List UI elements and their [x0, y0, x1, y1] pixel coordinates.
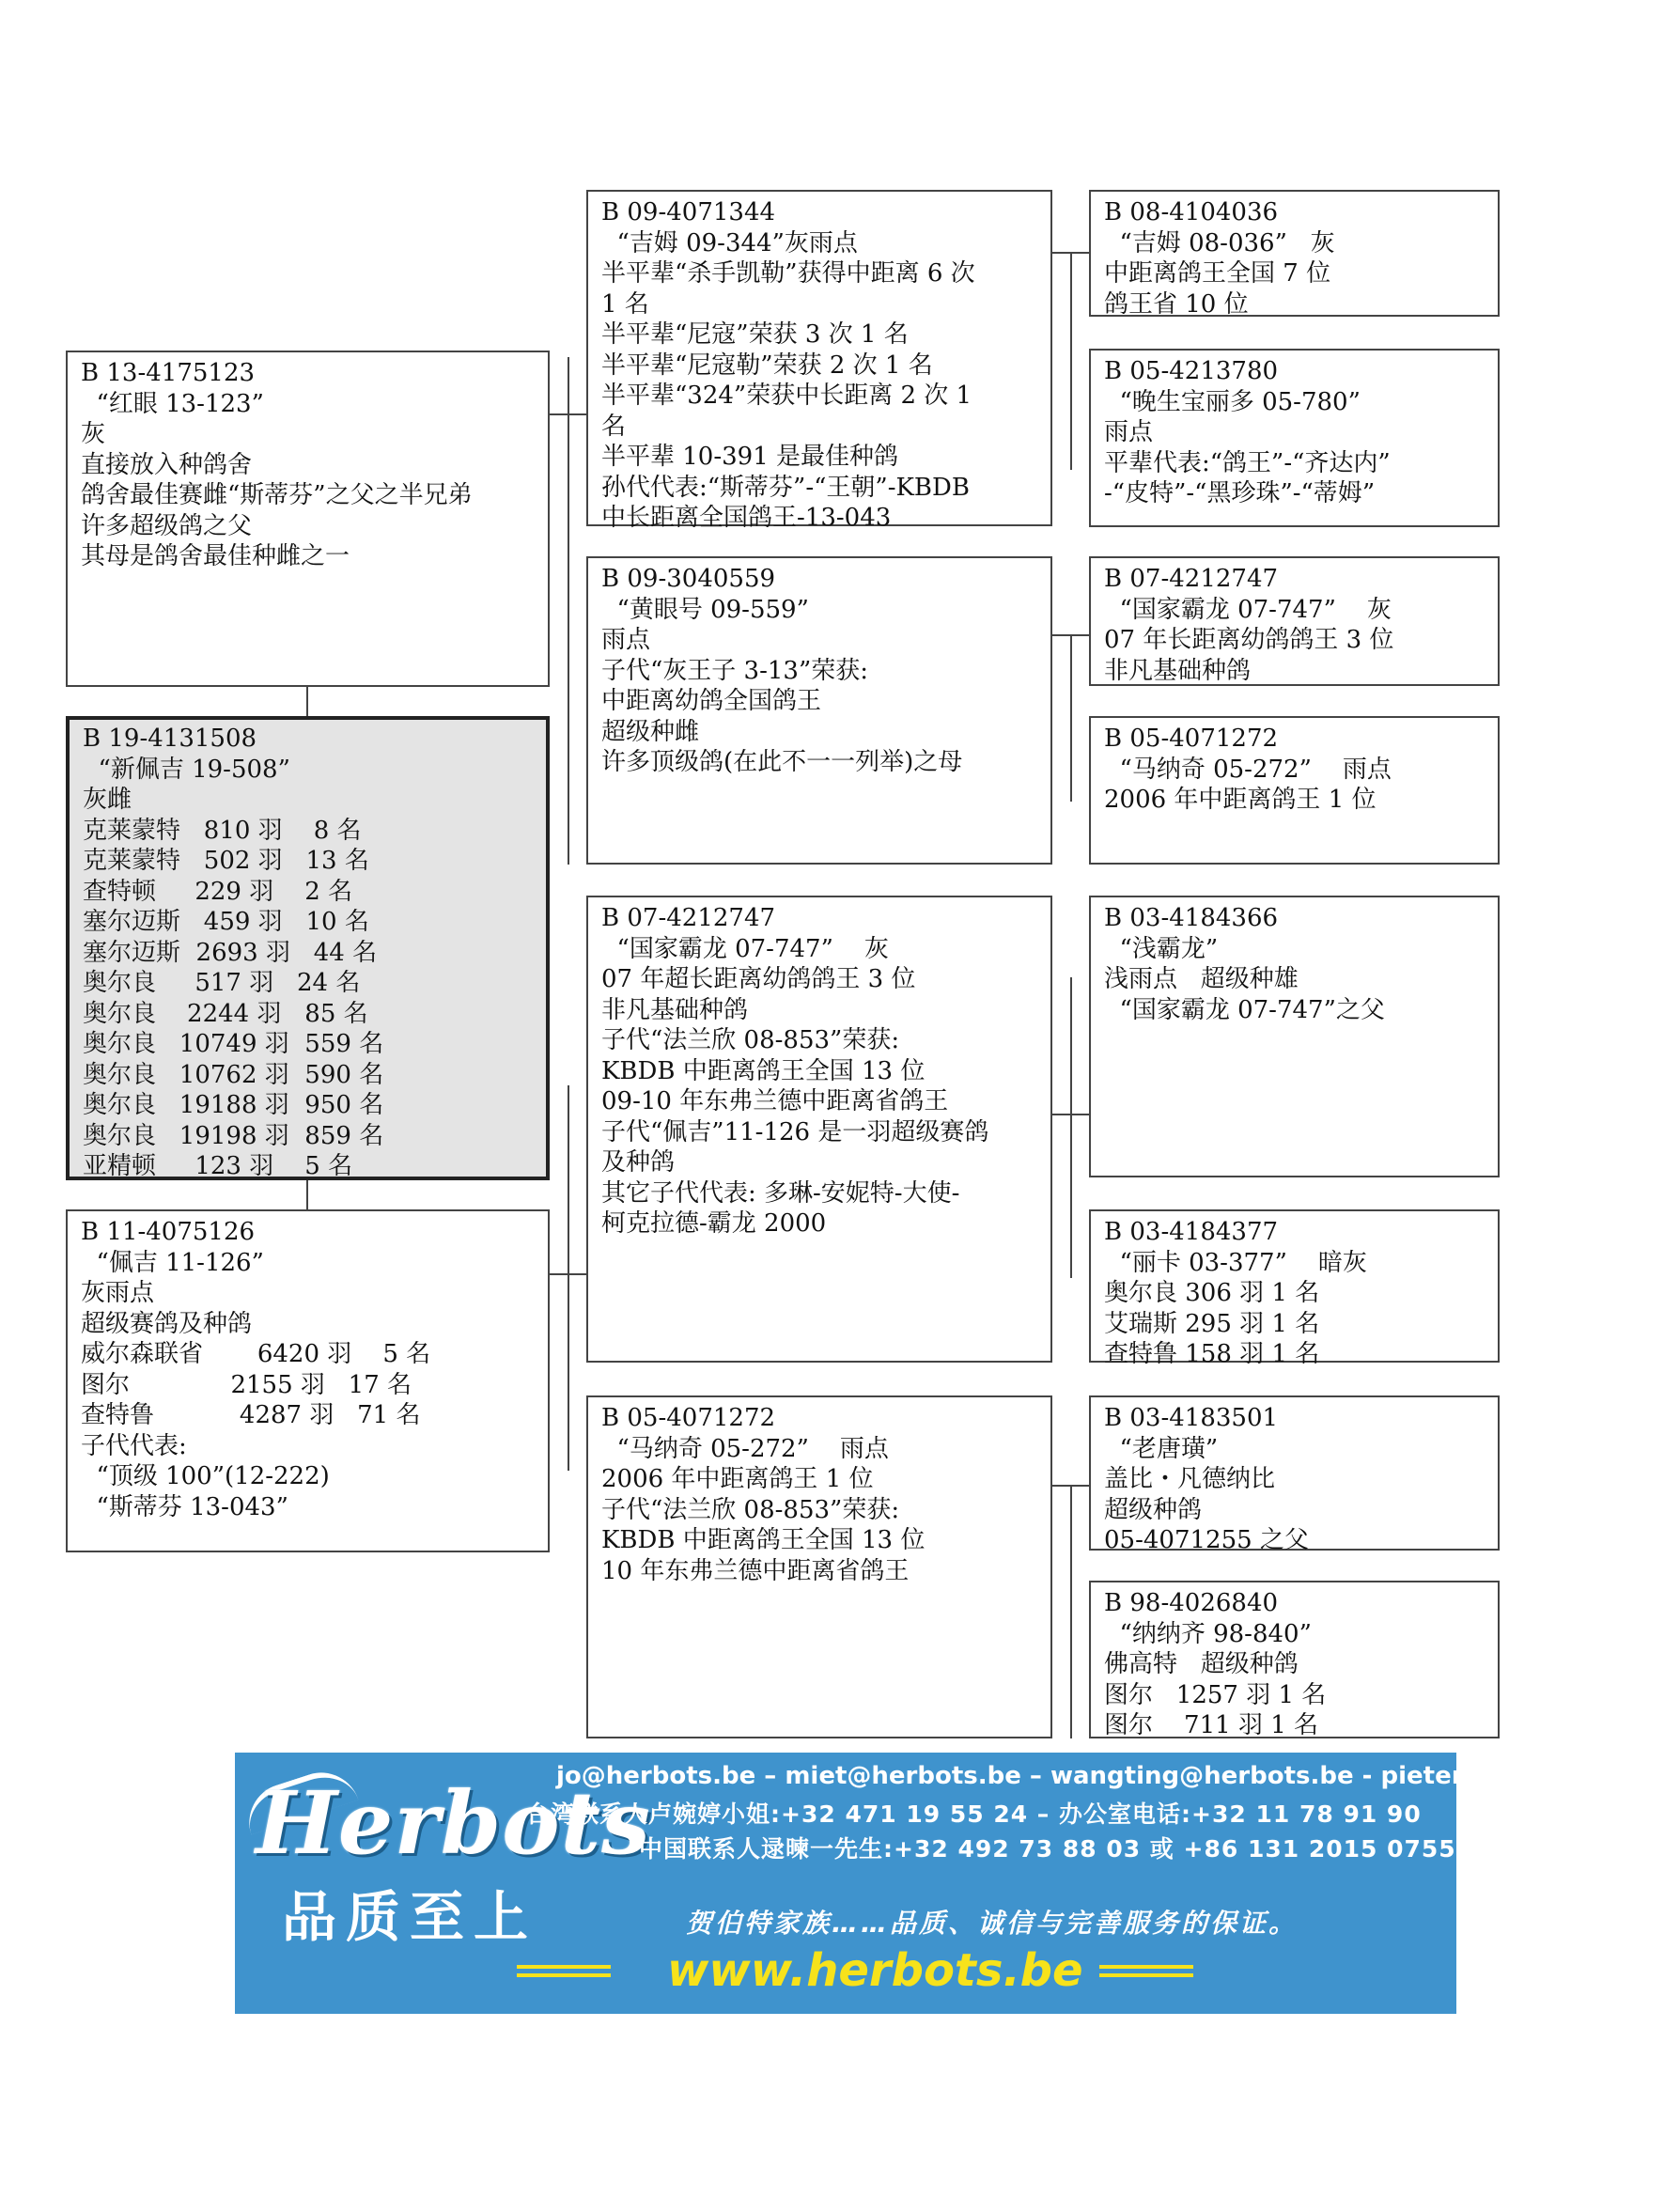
pedigree-line: “红眼 13-123” [81, 389, 264, 418]
pedigree-line: 奥尔良 19198 羽 859 名 [83, 1121, 384, 1150]
pedigree-line: 孙代代表:“斯蒂芬”-“王朝”-KBDB [601, 473, 970, 502]
pedigree-line: 灰雌 [83, 786, 132, 814]
pedigree-line: 半平辈“324”荣获中长距离 2 次 1 [601, 382, 972, 410]
pedigree-line: 05-4071255 之父 [1104, 1526, 1309, 1554]
sire-sire-box [586, 190, 1052, 532]
pedigree-line: 中距离鸽王全国 7 位 [1104, 259, 1331, 288]
pedigree-line: 柯克拉德-霸龙 2000 [601, 1209, 827, 1238]
pedigree-line: “国家霸龙 07-747” 灰 [601, 934, 889, 963]
pedigree-line: 子代“佩吉”11-126 是一羽超级赛鸽 [601, 1117, 989, 1146]
pedigree-line: 其母是鸽舍最佳种雌之一 [81, 542, 350, 570]
pedigree-line: 雨点 [1104, 418, 1154, 446]
pedigree-line: B 03-4184377 [1104, 1218, 1279, 1246]
pedigree-line: B 05-4213780 [1104, 357, 1279, 385]
pedigree-line: 子代“法兰欣 08-853”荣获: [601, 1495, 900, 1524]
pedigree-line: 威尔森联省 6420 羽 5 名 [81, 1340, 431, 1368]
pedigree-line: 直接放入种鸽舍 [81, 450, 253, 479]
pedigree-line: “马纳奇 05-272” 雨点 [1104, 755, 1392, 784]
connector [1070, 634, 1072, 802]
connector [306, 1179, 308, 1209]
pedigree-line: 克莱蒙特 502 羽 13 名 [83, 847, 369, 875]
pedigree-line: 奥尔良 517 羽 24 名 [83, 969, 361, 997]
pedigree-line: 查特顿 229 羽 2 名 [83, 877, 353, 906]
pedigree-line: “国家霸龙 07-747”之父 [1104, 995, 1385, 1024]
tagline: 贺伯特家族……品质、诚信与完善服务的保证。 [686, 1908, 1299, 1939]
dsd-box [1089, 1209, 1500, 1368]
pedigree-line: KBDB 中距离鸽王全国 13 位 [601, 1056, 926, 1085]
pedigree-line: “纳纳齐 98-840” [1104, 1619, 1312, 1648]
pedigree-line: 亚精顿 123 羽 5 名 [83, 1152, 353, 1180]
pedigree-line: 查特鲁 158 羽 1 名 [1104, 1340, 1320, 1368]
pedigree-line: 及种鸽 [601, 1148, 676, 1177]
pedigree-line: “晚生宝丽多 05-780” [1104, 387, 1361, 416]
pedigree-line: 非凡基础种鸽 [601, 995, 749, 1024]
pedigree-line: 鸽舍最佳赛雌“斯蒂芬”之父之半兄弟 [81, 481, 473, 509]
taiwan-contact: 台湾联系人卢婉婷小姐:+32 471 19 55 24 – 办公室电话:+32 11 78 91 90 [526, 1800, 1422, 1828]
pedigree-line: 超级种雌 [601, 717, 700, 746]
dam-box [66, 1209, 550, 1552]
sire-dam-box [586, 556, 1052, 865]
pedigree-line: 塞尔迈斯 459 羽 10 名 [83, 908, 369, 936]
sdd-box [1089, 716, 1500, 865]
decor-line-right [1099, 1965, 1193, 1969]
pedigree-line: 09-10 年东弗兰德中距离省鸽王 [601, 1087, 949, 1115]
pedigree-line: 奥尔良 10762 羽 590 名 [83, 1060, 384, 1089]
pedigree-line: B 03-4184366 [1104, 904, 1279, 932]
pedigree-line: 名 [601, 412, 627, 441]
pedigree-line: 鸽王省 10 位 [1104, 289, 1249, 319]
pedigree-line: “新佩吉 19-508” [83, 755, 290, 784]
pedigree-line: 雨点 [601, 626, 651, 654]
sss-box [1089, 190, 1500, 317]
pedigree-line: 子代“灰王子 3-13”荣获: [601, 656, 869, 685]
connector [1070, 252, 1072, 470]
email-contacts: jo@herbots.be – miet@herbots.be – wangting@herbots.be - pieterjan@herbots.be [556, 1762, 1680, 1790]
pedigree-line: “吉姆 09-344”灰雨点 [601, 228, 858, 257]
pedigree-line: 盖比・凡德纳比 [1104, 1465, 1276, 1493]
pedigree-line: “丽卡 03-377” 暗灰 [1104, 1248, 1367, 1277]
pedigree-line: “浅霸龙” [1104, 934, 1219, 963]
slogan: 品质至上 [282, 1885, 538, 1949]
pedigree-line: 2006 年中距离鸽王 1 位 [601, 1465, 874, 1493]
pedigree-line: “老唐璜” [1104, 1434, 1219, 1463]
pedigree-line: B 09-4071344 [601, 198, 776, 226]
pedigree-line: 图尔 711 羽 1 名 [1104, 1711, 1319, 1739]
dss-box [1089, 896, 1500, 1177]
pedigree-line: 子代“法兰欣 08-853”荣获: [601, 1026, 900, 1054]
china-contact: 中国联系人逯暕一先生:+32 492 73 88 03 或 +86 131 2015 0755 [639, 1835, 1456, 1863]
pedigree-line: 图尔 1257 羽 1 名 [1104, 1680, 1327, 1709]
pedigree-line: 超级赛鸽及种鸽 [81, 1309, 253, 1338]
pedigree-line: “顶级 100”(12-222) [81, 1462, 330, 1490]
pedigree-line: KBDB 中距离鸽王全国 13 位 [601, 1526, 926, 1554]
ddd-box [1089, 1581, 1500, 1738]
pedigree-line: 奥尔良 306 羽 1 名 [1104, 1279, 1320, 1307]
pedigree-line: 非凡基础种鸽 [1104, 656, 1252, 685]
pedigree-line: 中距离幼鸽全国鸽王 [601, 687, 822, 715]
herbots-banner [235, 1753, 1680, 2014]
pedigree-line: “斯蒂芬 13-043” [81, 1492, 288, 1521]
connector [1070, 977, 1072, 1278]
pedigree-line: 查特鲁 4287 羽 71 名 [81, 1401, 421, 1429]
decor-line-left [517, 1965, 611, 1969]
herbots-logo: Herbots [256, 1772, 651, 1874]
pedigree-line: 子代代表: [81, 1431, 187, 1460]
ssd-box [1089, 349, 1500, 527]
pedigree-line: 中长距离全国鸽王-13-043 [601, 504, 892, 532]
pedigree-line: B 13-4175123 [81, 359, 256, 387]
pedigree-line: B 03-4183501 [1104, 1404, 1279, 1432]
pedigree-line: “黄眼号 09-559” [601, 595, 809, 624]
pedigree-line: 其它子代代表: 多琳-安妮特-大使- [601, 1178, 960, 1208]
pedigree-line: B 19-4131508 [83, 725, 257, 753]
website-link[interactable]: www.herbots.be [667, 1944, 1083, 1997]
connector [1070, 1485, 1072, 1738]
pedigree-line: 1 名 [601, 289, 649, 319]
pedigree-line: 半平辈“杀手凯勒”获得中距离 6 次 [601, 259, 975, 288]
pedigree-line: “吉姆 08-036” 灰 [1104, 228, 1335, 257]
pedigree-line: 奥尔良 2244 羽 85 名 [83, 999, 368, 1028]
pedigree-line: 灰 [81, 420, 106, 448]
pedigree-line: 图尔 2155 羽 17 名 [81, 1370, 412, 1399]
pedigree-line: 灰雨点 [81, 1279, 155, 1307]
pedigree-line: 奥尔良 10749 羽 559 名 [83, 1030, 384, 1058]
pedigree-line: 07 年长距离幼鸽鸽王 3 位 [1104, 626, 1394, 654]
pedigree-line: 佛高特 超级种鸽 [1104, 1650, 1299, 1678]
pedigree-line: “国家霸龙 07-747” 灰 [1104, 595, 1392, 624]
connector [568, 1085, 569, 1471]
pedigree-line: B 07-4212747 [1104, 565, 1279, 593]
pedigree-line: 平辈代表:“鸽王”-“齐达内” [1104, 448, 1391, 477]
sire-box [66, 351, 550, 687]
pedigree-line: 半平辈“尼寇勒”荣获 2 次 1 名 [601, 351, 933, 380]
dam-sire-box [586, 896, 1052, 1363]
dds-box [1089, 1395, 1500, 1554]
pedigree-line: 浅雨点 超级种雄 [1104, 965, 1299, 993]
dam-dam-box [586, 1395, 1052, 1738]
connector [306, 686, 308, 716]
pedigree-line: 半平辈 10-391 是最佳种鸽 [601, 443, 899, 471]
pedigree-line: 10 年东弗兰德中距离省鸽王 [601, 1556, 910, 1585]
pedigree-line: “佩吉 11-126” [81, 1248, 264, 1277]
subject-box [66, 716, 550, 1180]
pedigree-line: 许多顶级鸽(在此不一一列举)之母 [601, 748, 963, 776]
pedigree-line: 超级种鸽 [1104, 1495, 1203, 1524]
pedigree-line: B 09-3040559 [601, 565, 776, 593]
pedigree-line: 塞尔迈斯 2693 羽 44 名 [83, 938, 378, 967]
pedigree-line: B 11-4075126 [81, 1218, 256, 1246]
pedigree-line: 克莱蒙特 810 羽 8 名 [83, 816, 362, 845]
pedigree-line: 艾瑞斯 295 羽 1 名 [1104, 1309, 1320, 1338]
pedigree-line: “马纳奇 05-272” 雨点 [601, 1434, 889, 1463]
pedigree-line: 奥尔良 19188 羽 950 名 [83, 1091, 384, 1119]
pedigree-line: B 07-4212747 [601, 904, 776, 932]
pedigree-line: B 05-4071272 [1104, 725, 1279, 753]
pedigree-line: B 98-4026840 [1104, 1589, 1279, 1617]
sds-box [1089, 556, 1500, 686]
connector [568, 357, 569, 865]
pedigree-line: 2006 年中距离鸽王 1 位 [1104, 786, 1377, 814]
pedigree-line: 07 年超长距离幼鸽鸽王 3 位 [601, 965, 916, 993]
pedigree-line: -“皮特”-“黑珍珠”-“蒂姆” [1104, 479, 1376, 507]
pedigree-line: B 05-4071272 [601, 1404, 776, 1432]
pedigree-line: B 08-4104036 [1104, 198, 1279, 226]
pedigree-line: 许多超级鸽之父 [81, 511, 253, 540]
pedigree-line: 半平辈“尼寇”荣获 3 次 1 名 [601, 320, 909, 349]
